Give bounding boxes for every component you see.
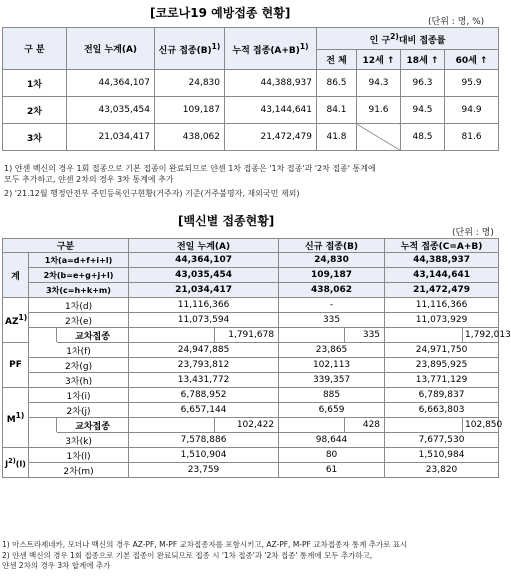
header-all: 전 체 bbox=[317, 50, 357, 70]
table-row: $M^{1)}$ 1차(i) 6,788,952 885 6,789,837 bbox=[3, 388, 499, 403]
header-prev: 전일 누계(A) bbox=[129, 239, 279, 253]
table-row: 3차(h) 13,431,772 339,357 13,771,129 bbox=[3, 373, 499, 388]
header-prev-total: 전일 누계(A) bbox=[67, 28, 155, 70]
header-category: 구 분 bbox=[3, 28, 67, 70]
section1-unit: (단위 : 명, %) bbox=[428, 17, 485, 27]
table-row: 2차 43,035,454 109,187 43,144,641 84.1 91.6 94.5 94.9 bbox=[3, 97, 499, 124]
table-row-cross: 교차접종 1,791,678 335 1,792,013 bbox=[3, 328, 499, 343]
table-row: 2차(g) 23,793,812 102,113 23,895,925 bbox=[3, 358, 499, 373]
table-row: 3차(c=h+k+m) 21,034,417 438,062 21,472,479 bbox=[3, 283, 499, 298]
empty-diagonal-cell bbox=[357, 124, 401, 151]
vaccine-breakdown-table bbox=[2, 238, 511, 478]
table-row: 계 1차(a=d+f+i+l) 44,364,107 24,830 44,388,937 bbox=[3, 253, 499, 268]
header-new: 신규 접종$(B)^{1)}$ bbox=[155, 28, 225, 70]
table-row: 1차 44,364,107 24,830 44,388,937 86.5 94.3 96.3 95.9 bbox=[3, 70, 499, 97]
header-category: 구분 bbox=[3, 239, 129, 253]
header-new: 신규 접종(B) bbox=[279, 239, 385, 253]
section2-unit: (단위 : 명) bbox=[452, 228, 494, 238]
table-row: 2차(b=e+g+j+l) 43,035,454 109,187 43,144,641 bbox=[3, 268, 499, 283]
section1-title: [코로나19 예방접종 현황] bbox=[150, 6, 291, 20]
table-row: 2차(e) 11,073,594 335 11,073,929 bbox=[3, 313, 499, 328]
table-row: 2차(m) 23,759 61 23,820 bbox=[3, 463, 499, 478]
table-row: AZ$^{1)}$ 1차(d) 11,116,366 - 11,116,366 bbox=[3, 298, 499, 313]
header-pop-rate: 인 구$^{2)}$대비 접종률 bbox=[317, 28, 499, 50]
section1-notes: 1) 얀센 백신의 경우 1회 접종으로 기본 접종이 완료되므로 얀센 1차 접종은 '1차 접종'과 '2차 접종' 통계에 모두 추가하고, 얀센 2차의 경우 3차 통계에 추가 2) '21.12월 행정안전부 주민등록인구현황(거주자) 기준(거주불명자, 재외국민 제외) bbox=[4, 164, 376, 198]
header-cum: 누적 접종$(A+B)^{1)}$ bbox=[225, 28, 317, 70]
table-row: 2차(j) 6,657,144 6,659 6,663,803 bbox=[3, 403, 499, 418]
header-age60: 60세 ↑ bbox=[445, 50, 499, 70]
table-row-cross: 교차접종 102,422 428 102,850 bbox=[3, 418, 499, 433]
header-age18: 18세 ↑ bbox=[401, 50, 445, 70]
table-row: $J^{2)}(l)$ 1차(l) 1,510,904 80 1,510,984 bbox=[3, 448, 499, 463]
section2-title: [백신별 접종현황] bbox=[178, 214, 275, 228]
section2-notes: 1) 아스트라제네카, 모더나 백신의 경우 AZ-PF, M-PF 교차접종자를 포함시키고, AZ-PF, M-PF 교차접종자 통계 추가로 표시 2) 얀센 백신의 경우 1회 접종으로 기본 접종이 완료되므로 접종 시 '1차 접종'과 '2차 접종' 통계에 모두 추가하고, 얀센 2차의 경우 3차 합계에 추가 bbox=[2, 540, 408, 570]
vaccination-status-table bbox=[2, 27, 499, 151]
table-row: 3차(k) 7,578,886 98,644 7,677,530 bbox=[3, 433, 499, 448]
header-cum: 누적 접종(C=A+B) bbox=[385, 239, 499, 253]
table-row: PF 1차(f) 24,947,885 23,865 24,971,750 bbox=[3, 343, 499, 358]
table-row: 3차 21,034,417 438,062 21,472,479 41.8 48.5 81.6 bbox=[3, 124, 499, 151]
header-age12: 12세 ↑ bbox=[357, 50, 401, 70]
